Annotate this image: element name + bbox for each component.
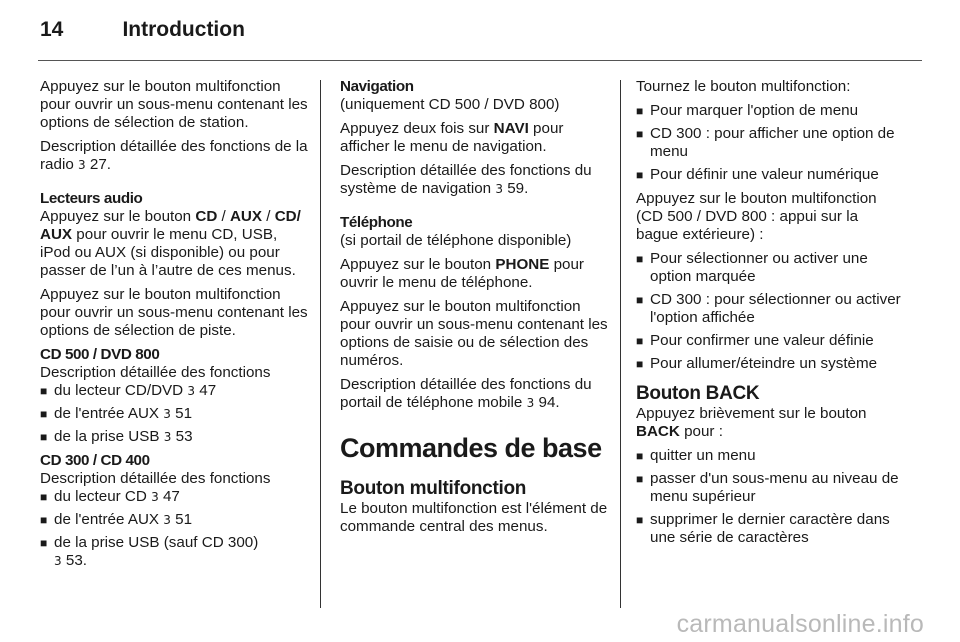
list-item: ■ Pour allumer/éteindre un système (636, 355, 904, 373)
subsection-heading: Bouton BACK (636, 383, 760, 404)
page-header (40, 18, 245, 48)
list-item: ■ de l'entrée AUX 3 51 (40, 511, 310, 529)
list-item: ■ du lecteur CD 3 47 (40, 488, 310, 506)
header-rule (38, 60, 922, 61)
paragraph: Appuyez brièvement sur le bouton BACK pour : (636, 405, 867, 440)
feature-list (636, 102, 904, 184)
page-ref-icon: 3 (163, 430, 172, 444)
page-ref-icon: 3 (163, 513, 171, 527)
page-ref-icon: 3 (187, 384, 196, 398)
paragraph: Description détaillée des fonctions (40, 470, 271, 487)
paragraph: Appuyez sur le bouton multifonction pour ouvrir un sous-menu contenant les options de sélection de station. (40, 78, 308, 131)
page-ref-icon: 3 (151, 490, 159, 504)
feature-list (40, 382, 310, 446)
column-divider (620, 80, 621, 608)
paragraph: Appuyez sur le bouton multifonction (CD 500 / DVD 800 : appui sur la bague extérieure) : (636, 190, 877, 243)
paragraph: Appuyez sur le bouton CD / AUX / CD/ AUX pour ouvrir le menu CD, USB, iPod ou AUX (si disponible) ou pour passer de l’un à l’autre de ces menus. (40, 208, 301, 279)
page-ref-icon: 3 (54, 554, 62, 568)
list-item: ■ de la prise USB (sauf CD 300) 3 53. (40, 534, 310, 570)
subsection-heading: Bouton multifonction (340, 478, 527, 499)
page-ref-icon: 3 (163, 407, 171, 421)
list-item: ■ Pour marquer l'option de menu (636, 102, 904, 120)
list-item: ■ de l'entrée AUX 3 51 (40, 405, 310, 423)
column-1 (40, 78, 310, 576)
paragraph: Appuyez sur le bouton multifonction pour ouvrir un sous-menu contenant les options de saisie ou de sélection des numéros. (340, 298, 608, 369)
paragraph: Description détaillée des fonctions (40, 364, 271, 381)
page-ref-icon: 3 (526, 396, 535, 410)
feature-list (636, 447, 904, 547)
page-ref-icon: 3 (78, 158, 86, 172)
page-ref-icon: 3 (495, 182, 503, 196)
page-number: 14 (40, 18, 64, 41)
list-item: ■ CD 300 : pour afficher une option de menu (636, 125, 904, 161)
paragraph: Le bouton multifonction est l'élément de commande central des menus. (340, 500, 608, 535)
list-item: ■ de la prise USB 3 53 (40, 428, 310, 446)
paragraph: Description détaillée des fonctions du portail de téléphone mobile 3 94. (340, 376, 592, 411)
list-item: ■ Pour sélectionner ou activer une option marquée (636, 250, 904, 286)
list-item: ■ supprimer le dernier caractère dans une série de caractères (636, 511, 904, 547)
section-subheading: Téléphone (340, 214, 413, 231)
column-2 (340, 78, 610, 542)
watermark: carmanualsonline.info (676, 610, 924, 638)
list-item: ■ Pour confirmer une valeur définie (636, 332, 904, 350)
section-subheading: CD 500 / DVD 800 (40, 346, 160, 363)
paragraph: Appuyez sur le bouton PHONE pour ouvrir le menu de téléphone. (340, 256, 584, 291)
page-title: Introduction (122, 18, 245, 41)
column-3 (636, 78, 904, 553)
feature-list (40, 488, 310, 570)
paragraph: (si portail de téléphone disponible) (340, 232, 572, 249)
paragraph: Appuyez deux fois sur NAVI pour afficher le menu de navigation. (340, 120, 564, 155)
paragraph: Description détaillée des fonctions de la radio 3 27. (40, 138, 308, 173)
list-item: ■ CD 300 : pour sélectionner ou activer l'option affichée (636, 291, 904, 327)
paragraph: Description détaillée des fonctions du système de navigation 3 59. (340, 162, 592, 197)
section-subheading: Lecteurs audio (40, 190, 143, 207)
section-subheading: CD 300 / CD 400 (40, 452, 150, 469)
section-subheading: Navigation (340, 78, 414, 95)
list-item: ■ passer d'un sous-menu au niveau de menu supérieur (636, 470, 904, 506)
feature-list (636, 250, 904, 373)
list-item: ■ du lecteur CD/DVD 3 47 (40, 382, 310, 400)
paragraph: Appuyez sur le bouton multifonction pour ouvrir un sous-menu contenant les options de sélection de piste. (40, 286, 308, 339)
list-item: ■ quitter un menu (636, 447, 904, 465)
column-divider (320, 80, 321, 608)
section-heading: Commandes de base (340, 433, 602, 463)
paragraph: Tournez le bouton multifonction: (636, 78, 851, 95)
paragraph: (uniquement CD 500 / DVD 800) (340, 96, 560, 113)
list-item: ■ Pour définir une valeur numérique (636, 166, 904, 184)
